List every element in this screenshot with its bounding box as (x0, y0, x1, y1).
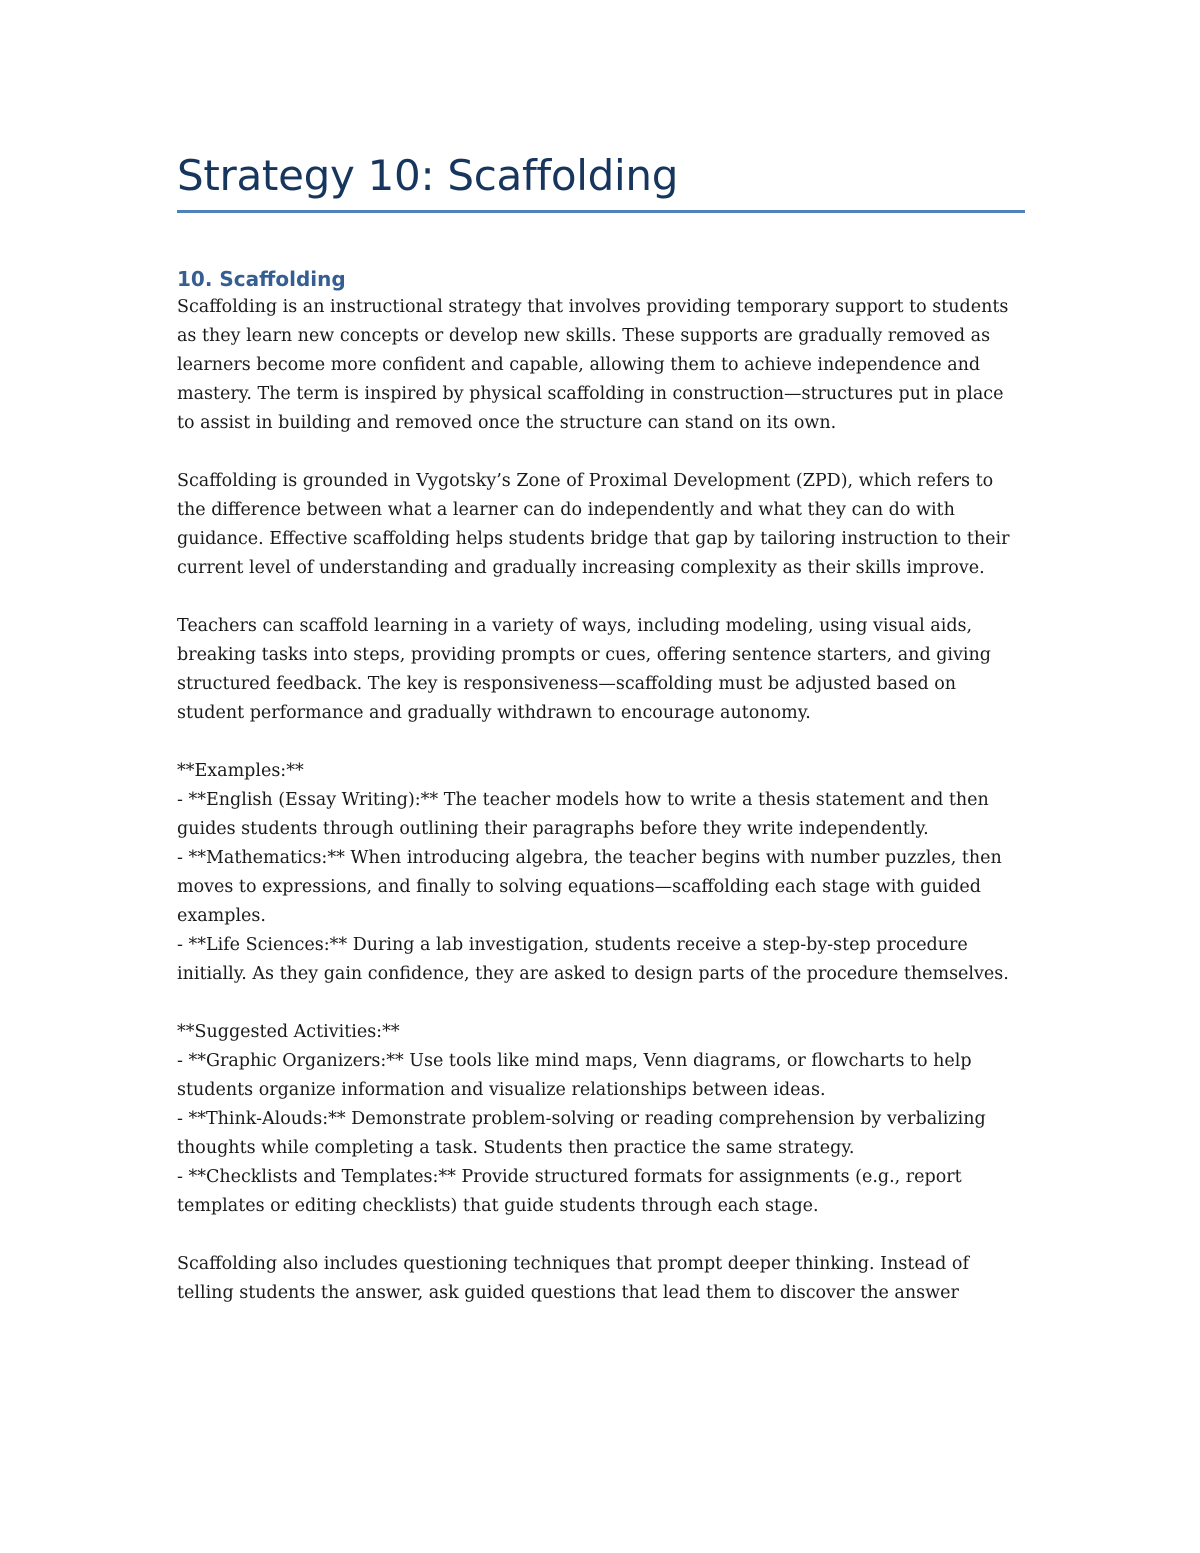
activities-list (177, 1018, 1025, 1221)
examples-heading: **Examples:** (177, 761, 304, 781)
paragraph-methods: Teachers can scaffold learning in a variety of ways, including modeling, using visual aids, breaking tasks into steps, providing prompts or cues, offering sentence starters, and giving structured feedback. The key is responsiveness—scaffolding must be adjusted based on student performance and gradually withdrawn to encourage autonomy. (177, 616, 991, 723)
activities-heading: **Suggested Activities:** (177, 1022, 400, 1042)
activity-item-graphic-organizers: - **Graphic Organizers:** Use tools like mind maps, Venn diagrams, or flowcharts to help students organize information and visualize relationships between ideas. (177, 1051, 972, 1100)
title-underline-rule (177, 210, 1025, 213)
activity-item-think-alouds: - **Think-Alouds:** Demonstrate problem-solving or reading comprehension by verbalizing thoughts while completing a task. Students then practice the same strategy. (177, 1109, 986, 1158)
paragraph-definition: Scaffolding is an instructional strategy that involves providing temporary support to students as they learn new concepts or develop new skills. These supports are gradually removed as learners become more confident and capable, allowing them to achieve independence and mastery. The term is inspired by physical scaffolding in construction—structures put in place to assist in building and removed once the structure can stand on its own. (177, 297, 1009, 433)
body-text (177, 293, 1025, 1308)
document-content (177, 148, 1025, 1337)
example-item-life-sciences: - **Life Sciences:** During a lab investigation, students receive a step-by-step procedure initially. As they gain confidence, they are asked to design parts of the procedure themselves. (177, 935, 1009, 984)
example-item-english: - **English (Essay Writing):** The teacher models how to write a thesis statement and then guides students through outlining their paragraphs before they write independently. (177, 790, 989, 839)
document-title: Strategy 10: Scaffolding (177, 151, 679, 200)
example-item-mathematics: - **Mathematics:** When introducing algebra, the teacher begins with number puzzles, then moves to expressions, and finally to solving equations—scaffolding each stage with guided examples. (177, 848, 1002, 926)
section-heading: 10. Scaffolding (177, 267, 346, 291)
activity-item-checklists: - **Checklists and Templates:** Provide structured formats for assignments (e.g., report templates or editing checklists) that guide students through each stage. (177, 1167, 962, 1216)
examples-list (177, 757, 1025, 989)
paragraph-questioning: Scaffolding also includes questioning techniques that prompt deeper thinking. Instead of telling students the answer, ask guided questions that lead them to discover the answer (177, 1254, 969, 1303)
paragraph-zpd: Scaffolding is grounded in Vygotsky’s Zone of Proximal Development (ZPD), which refers to the difference between what a learner can do independently and what they can do with guidance. Effective scaffolding helps students bridge that gap by tailoring instruction to their current level of understanding and gradually increasing complexity as their skills improve. (177, 471, 1010, 578)
